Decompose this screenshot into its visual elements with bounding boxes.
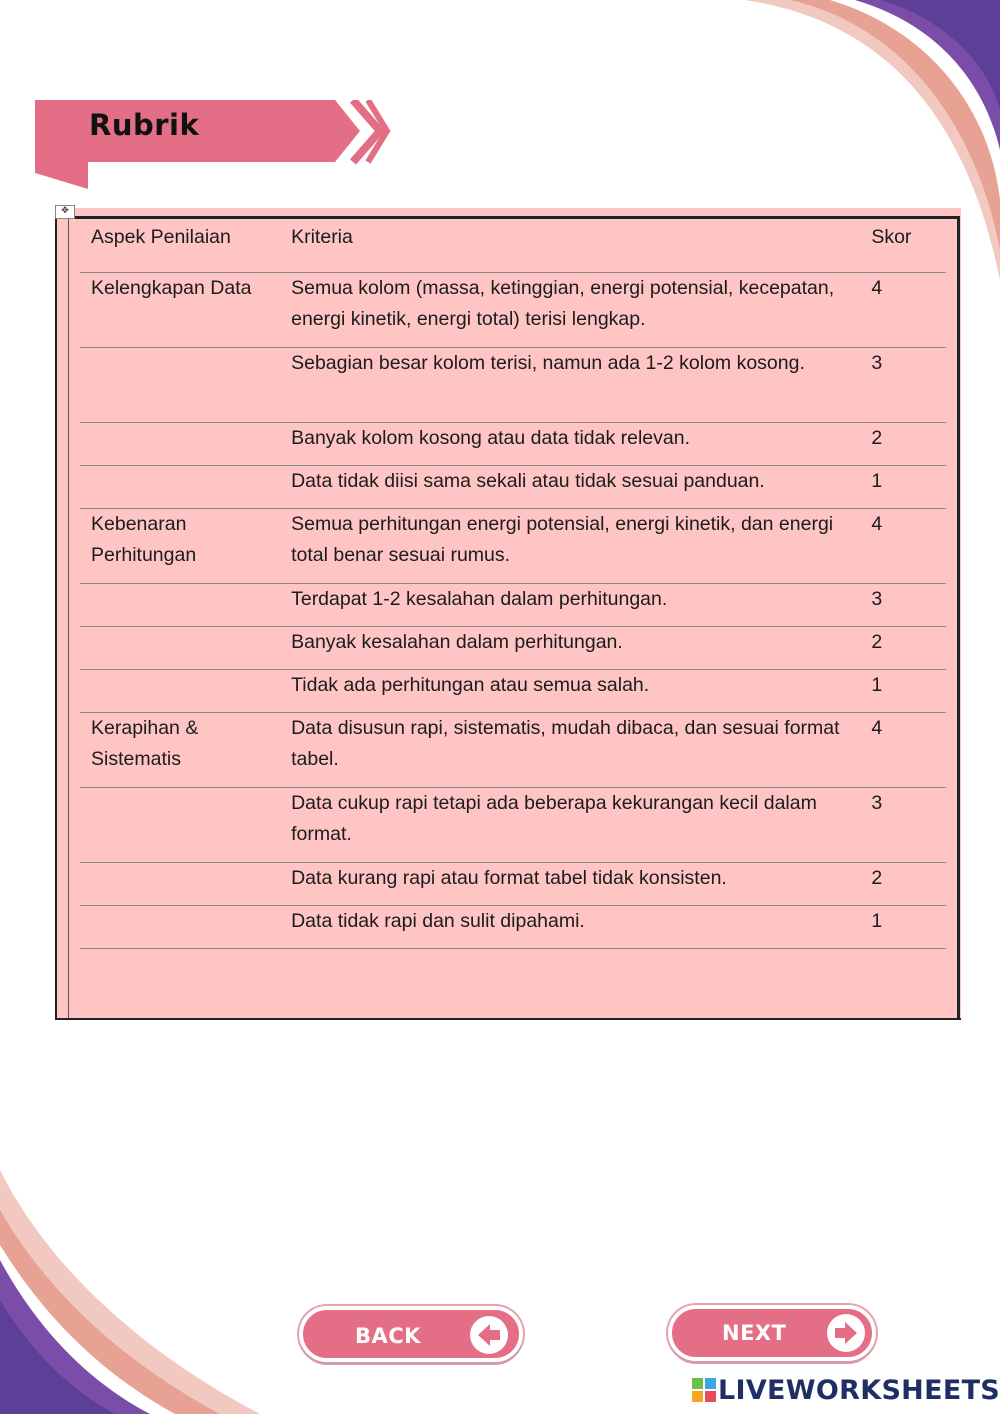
cell-aspek — [80, 670, 280, 713]
liveworksheets-logo — [692, 1374, 1000, 1406]
brand-name: LIVEWORKSHEETS — [718, 1374, 1000, 1406]
rubric-table — [80, 220, 946, 949]
table-row — [80, 584, 946, 627]
cell-skor: 2 — [860, 863, 946, 906]
cell-skor: 4 — [860, 713, 946, 788]
title-banner — [35, 100, 365, 162]
header-skor: Skor — [860, 220, 946, 273]
cell-skor: 1 — [860, 670, 946, 713]
cell-kriteria: Data tidak rapi dan sulit dipahami. — [280, 906, 860, 949]
header-kriteria: Kriteria — [280, 220, 860, 273]
next-button[interactable] — [668, 1305, 876, 1361]
table-row — [80, 509, 946, 584]
cell-aspek — [80, 423, 280, 466]
cell-kriteria: Semua perhitungan energi potensial, energi kinetik, dan energi total benar sesuai rumus. — [280, 509, 860, 584]
cell-kriteria: Banyak kesalahan dalam perhitungan. — [280, 627, 860, 670]
cell-aspek — [80, 584, 280, 627]
cell-skor: 4 — [860, 273, 946, 348]
table-row — [80, 627, 946, 670]
cell-skor: 1 — [860, 906, 946, 949]
cell-skor: 2 — [860, 423, 946, 466]
table-row — [80, 348, 946, 423]
cell-skor: 4 — [860, 509, 946, 584]
back-button[interactable] — [299, 1306, 523, 1362]
cell-kriteria: Terdapat 1-2 kesalahan dalam perhitungan. — [280, 584, 860, 627]
cell-kriteria: Tidak ada perhitungan atau semua salah. — [280, 670, 860, 713]
table-move-handle-icon[interactable]: ✥ — [55, 205, 75, 219]
table-row — [80, 906, 946, 949]
liveworksheets-logo-icon — [692, 1378, 716, 1402]
cell-skor: 3 — [860, 348, 946, 423]
table-row — [80, 788, 946, 863]
cell-aspek: Kerapihan & Sistematis — [80, 713, 280, 788]
table-row — [80, 863, 946, 906]
table-header-row — [80, 220, 946, 273]
cell-kriteria: Data tidak diisi sama sekali atau tidak sesuai panduan. — [280, 466, 860, 509]
cell-skor: 1 — [860, 466, 946, 509]
cell-kriteria: Data kurang rapi atau format tabel tidak konsisten. — [280, 863, 860, 906]
cell-kriteria: Data cukup rapi tetapi ada beberapa kekurangan kecil dalam format. — [280, 788, 860, 863]
arrow-left-icon — [469, 1315, 509, 1355]
cell-aspek — [80, 466, 280, 509]
table-row — [80, 713, 946, 788]
cell-aspek — [80, 906, 280, 949]
cell-skor: 3 — [860, 788, 946, 863]
table-row — [80, 273, 946, 348]
table-row — [80, 670, 946, 713]
header-aspek: Aspek Penilaian — [80, 220, 280, 273]
back-button-label: BACK — [355, 1324, 421, 1348]
arrow-right-icon — [826, 1313, 866, 1353]
cell-skor: 2 — [860, 627, 946, 670]
cell-aspek — [80, 627, 280, 670]
cell-kriteria: Banyak kolom kosong atau data tidak relevan. — [280, 423, 860, 466]
cell-aspek: Kelengkapan Data — [80, 273, 280, 348]
cell-aspek — [80, 788, 280, 863]
cell-kriteria: Sebagian besar kolom terisi, namun ada 1-2 kolom kosong. — [280, 348, 860, 423]
table-row — [80, 423, 946, 466]
cell-aspek — [80, 863, 280, 906]
cell-kriteria: Semua kolom (massa, ketinggian, energi potensial, kecepatan, energi kinetik, energi total) terisi lengkap. — [280, 273, 860, 348]
cell-aspek: Kebenaran Perhitungan — [80, 509, 280, 584]
cell-aspek — [80, 348, 280, 423]
cell-kriteria: Data disusun rapi, sistematis, mudah dibaca, dan sesuai format tabel. — [280, 713, 860, 788]
page-title: Rubrik — [89, 108, 200, 142]
table-row — [80, 466, 946, 509]
cell-skor: 3 — [860, 584, 946, 627]
next-button-label: NEXT — [722, 1321, 787, 1345]
